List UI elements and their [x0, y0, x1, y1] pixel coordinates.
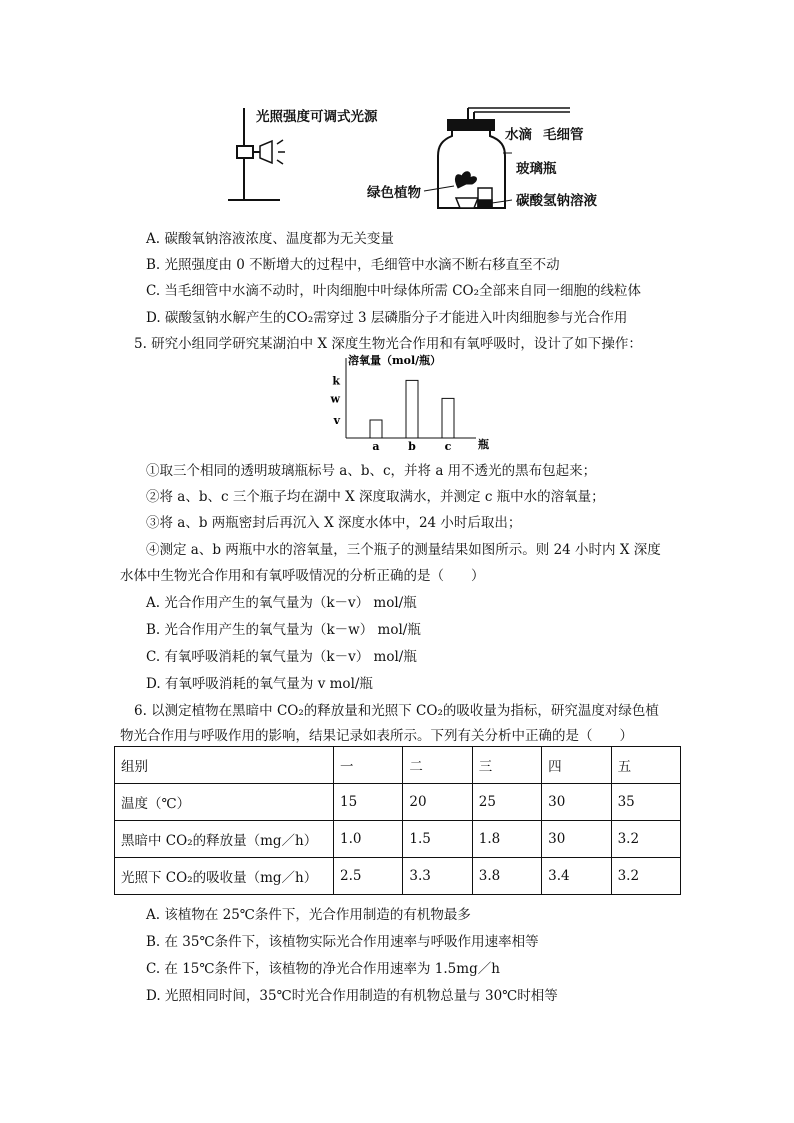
label-capillary: 毛细管: [543, 127, 584, 143]
table-cell: 35: [611, 784, 680, 821]
x-tick-a: a: [372, 440, 380, 453]
table-row: [115, 858, 681, 895]
table-cell: 20: [403, 784, 472, 821]
label-glass-bottle: 玻璃瓶: [516, 161, 557, 177]
q6-stem-line1: 6. 以测定植物在黑暗中 CO₂的释放量和光照下 CO₂的吸收量为指标，研究温度对绿色植: [134, 703, 659, 719]
q5-step-1: ①取三个相同的透明玻璃瓶标号 a、b、c，并将 a 用不透光的黑布包起来；: [146, 463, 597, 479]
q5-step-4: ④测定 a、b 两瓶中水的溶氧量，三个瓶子的测量结果如图所示。则 24 小时内 X 深度: [146, 542, 661, 558]
table-cell: 3.8: [472, 858, 541, 895]
table-cell: 2.5: [334, 858, 403, 895]
table-cell: 3.2: [611, 821, 680, 858]
q4-option-d: D. 碳酸氢钠水解产生的CO₂需穿过 3 层磷脂分子才能进入叶肉细胞参与光合作用: [146, 310, 628, 326]
table-cell: 温度（℃）: [115, 784, 334, 821]
label-water-drop: 水滴: [505, 127, 532, 143]
bar-b: [406, 380, 418, 438]
light-source-icon: [260, 140, 285, 164]
q6-option-a: A. 该植物在 25℃条件下，光合作用制造的有机物最多: [146, 907, 471, 923]
table-cell: 3.4: [542, 858, 611, 895]
table-cell: 四: [542, 747, 611, 784]
x-tick-c: c: [444, 440, 452, 453]
q4-option-a: A. 碳酸氧钠溶液浓度、温度都为无关变量: [146, 231, 394, 247]
table-header-row: [115, 747, 681, 784]
q6-option-c: C. 在 15℃条件下，该植物的净光合作用速率为 1.5mg／h: [146, 961, 500, 977]
table-cell: 3.3: [403, 858, 472, 895]
oxygen-bar-chart: [320, 352, 500, 454]
table-cell: 光照下 CO₂的吸收量（mg／h）: [115, 858, 334, 895]
bar-a: [370, 420, 382, 438]
y-tick-k: k: [332, 374, 340, 388]
table-cell: 1.8: [472, 821, 541, 858]
q4-option-b: B. 光照强度由 0 不断增大的过程中，毛细管中水滴不断右移直至不动: [146, 257, 560, 273]
table-cell: 30: [542, 784, 611, 821]
q5-step-2: ②将 a、b、c 三个瓶子均在湖中 X 深度取满水，并测定 c 瓶中水的溶氧量；: [146, 489, 605, 505]
table-row: [115, 821, 681, 858]
q6-option-d: D. 光照相同时间，35℃时光合作用制造的有机物总量与 30℃时相等: [146, 988, 558, 1004]
solution-beaker: [478, 188, 492, 208]
table-row: [115, 784, 681, 821]
table-cell: 30: [542, 821, 611, 858]
q6-stem-line2: 物光合作用与呼吸作用的影响，结果记录如表所示。下列有关分析中正确的是（ ）: [120, 728, 633, 744]
q5-stem: 5. 研究小组同学研究某湖泊中 X 深度生物光合作用和有氧呼吸时，设计了如下操作：: [134, 336, 642, 352]
q6-option-b: B. 在 35℃条件下，该植物实际光合作用速率与呼吸作用速率相等: [146, 934, 539, 950]
q5-step-4-cont: 水体中生物光合作用和有氧呼吸情况的分析正确的是（ ）: [120, 568, 485, 584]
q5-option-d: D. 有氧呼吸消耗的氧气量为 v mol/瓶: [146, 676, 373, 692]
results-table: [114, 746, 681, 895]
table-cell: 组别: [115, 747, 334, 784]
q5-option-b: B. 光合作用产生的氧气量为（k－w） mol/瓶: [146, 622, 421, 638]
label-light-source: 光照强度可调式光源: [256, 109, 378, 125]
table-cell: 25: [472, 784, 541, 821]
q5-option-a: A. 光合作用产生的氧气量为（k－v） mol/瓶: [146, 595, 417, 611]
table-cell: 3.2: [611, 858, 680, 895]
q5-option-c: C. 有氧呼吸消耗的氧气量为（k－v） mol/瓶: [146, 649, 417, 665]
q5-step-3: ③将 a、b 两瓶密封后再沉入 X 深度水体中，24 小时后取出；: [146, 515, 522, 531]
table-cell: 一: [334, 747, 403, 784]
table-cell: 黑暗中 CO₂的释放量（mg／h）: [115, 821, 334, 858]
y-tick-w: w: [330, 392, 340, 406]
table-cell: 15: [334, 784, 403, 821]
x-axis-label: 瓶: [478, 438, 489, 451]
green-plant-icon: [455, 172, 478, 208]
table-cell: 1.5: [403, 821, 472, 858]
label-solution: 碳酸氢钠溶液: [516, 193, 597, 209]
q4-option-c: C. 当毛细管中水滴不动时，叶肉细胞中叶绿体所需 CO₂全部来自同一细胞的线粒体: [146, 283, 642, 299]
y-axis-label: 溶氧量（mol/瓶）: [348, 354, 442, 367]
table-cell: 五: [611, 747, 680, 784]
y-tick-v: v: [333, 414, 340, 427]
table-cell: 1.0: [334, 821, 403, 858]
table-cell: 二: [403, 747, 472, 784]
bar-c: [442, 398, 454, 438]
label-green-plant: 绿色植物: [367, 185, 421, 201]
x-tick-b: b: [408, 440, 416, 453]
table-cell: 三: [472, 747, 541, 784]
